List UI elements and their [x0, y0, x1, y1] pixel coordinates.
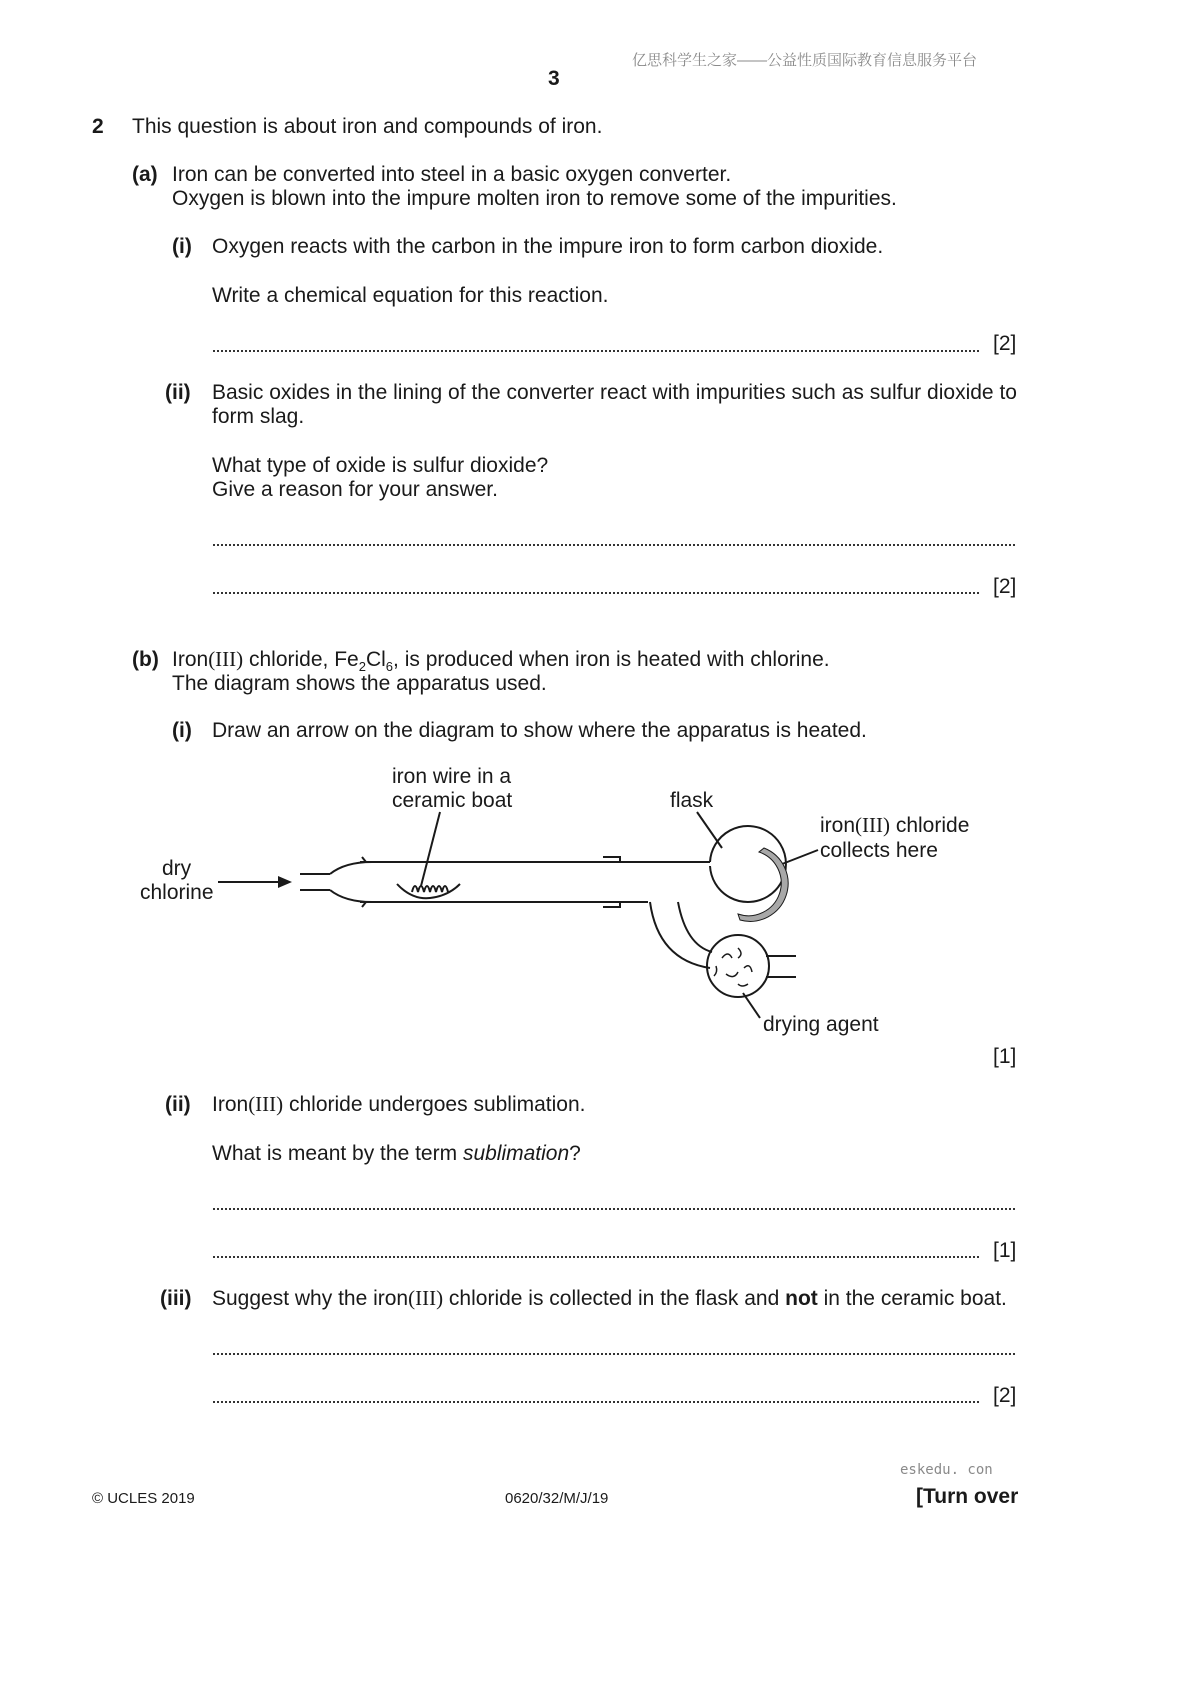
paper-code: 0620/32/M/J/19	[505, 1490, 609, 1507]
marks-b-ii: [1]	[993, 1239, 1017, 1262]
part-b-ii-text: Iron(III) chloride undergoes sublimation.	[212, 1092, 586, 1116]
part-a-ii-label: (ii)	[165, 381, 191, 404]
part-b-label: (b)	[132, 648, 159, 671]
turn-over: [Turn over	[916, 1485, 1019, 1508]
answer-line-b-iii-2[interactable]	[213, 1401, 979, 1403]
part-a-i-instruction: Write a chemical equation for this reaction.	[212, 284, 609, 307]
part-a-ii-question1: What type of oxide is sulfur dioxide?	[212, 454, 549, 477]
part-a-ii-line2: form slag.	[212, 405, 305, 428]
part-a-ii-question2: Give a reason for your answer.	[212, 478, 498, 501]
question-number: 2	[92, 115, 104, 138]
part-a-line2: Oxygen is blown into the impure molten iron to remove some of the impurities.	[172, 187, 897, 210]
part-a-i-label: (i)	[172, 235, 192, 258]
marks-a-i: [2]	[993, 332, 1017, 355]
label-dry: dry	[162, 857, 192, 880]
watermark-footer: eskedu. con	[900, 1462, 993, 1478]
marks-b-iii: [2]	[993, 1384, 1017, 1407]
part-b-i-text: Draw an arrow on the diagram to show where the apparatus is heated.	[212, 719, 867, 742]
answer-line-b-iii-1[interactable]	[213, 1353, 1015, 1355]
answer-line-b-ii-2[interactable]	[213, 1256, 979, 1258]
label-fecl3-1: iron(III) chloride	[820, 813, 970, 837]
part-b-i-label: (i)	[172, 719, 192, 742]
page-number: 3	[548, 67, 560, 90]
watermark-header: 亿思科学生之家——公益性质国际教育信息服务平台	[632, 52, 978, 69]
label-iron-wire-1: iron wire in a	[392, 765, 512, 788]
part-a-label: (a)	[132, 163, 158, 186]
part-b-line2: The diagram shows the apparatus used.	[172, 672, 547, 695]
copyright: © UCLES 2019	[92, 1490, 195, 1507]
marks-b-i: [1]	[993, 1045, 1017, 1068]
part-a-i-text: Oxygen reacts with the carbon in the impure iron to form carbon dioxide.	[212, 235, 884, 258]
part-b-line1: Iron(III) chloride, $Fe_2Cl_6$, is produced when iron is heated with chlorine.	[172, 647, 830, 675]
part-b-ii-label: (ii)	[165, 1093, 191, 1116]
answer-line-b-ii-1[interactable]	[213, 1208, 1015, 1210]
label-drying-agent: drying agent	[763, 1013, 879, 1036]
part-b-iii-text: Suggest why the iron(III) chloride is collected in the flask and not in the ceramic boat.	[212, 1286, 1007, 1310]
part-a-ii-line1: Basic oxides in the lining of the converter react with impurities such as sulfur dioxide to	[212, 381, 1017, 404]
marks-a-ii: [2]	[993, 575, 1017, 598]
question-stem: This question is about iron and compounds of iron.	[132, 115, 603, 138]
label-iron-wire-2: ceramic boat	[392, 789, 513, 812]
part-b-ii-question: What is meant by the term sublimation?	[212, 1142, 581, 1165]
label-fecl3-2: collects here	[820, 839, 938, 862]
part-a-line1: Iron can be converted into steel in a basic oxygen converter.	[172, 163, 732, 186]
part-b-iii-label: (iii)	[160, 1287, 192, 1310]
label-flask: flask	[670, 789, 714, 812]
label-chlorine: chlorine	[140, 881, 214, 904]
